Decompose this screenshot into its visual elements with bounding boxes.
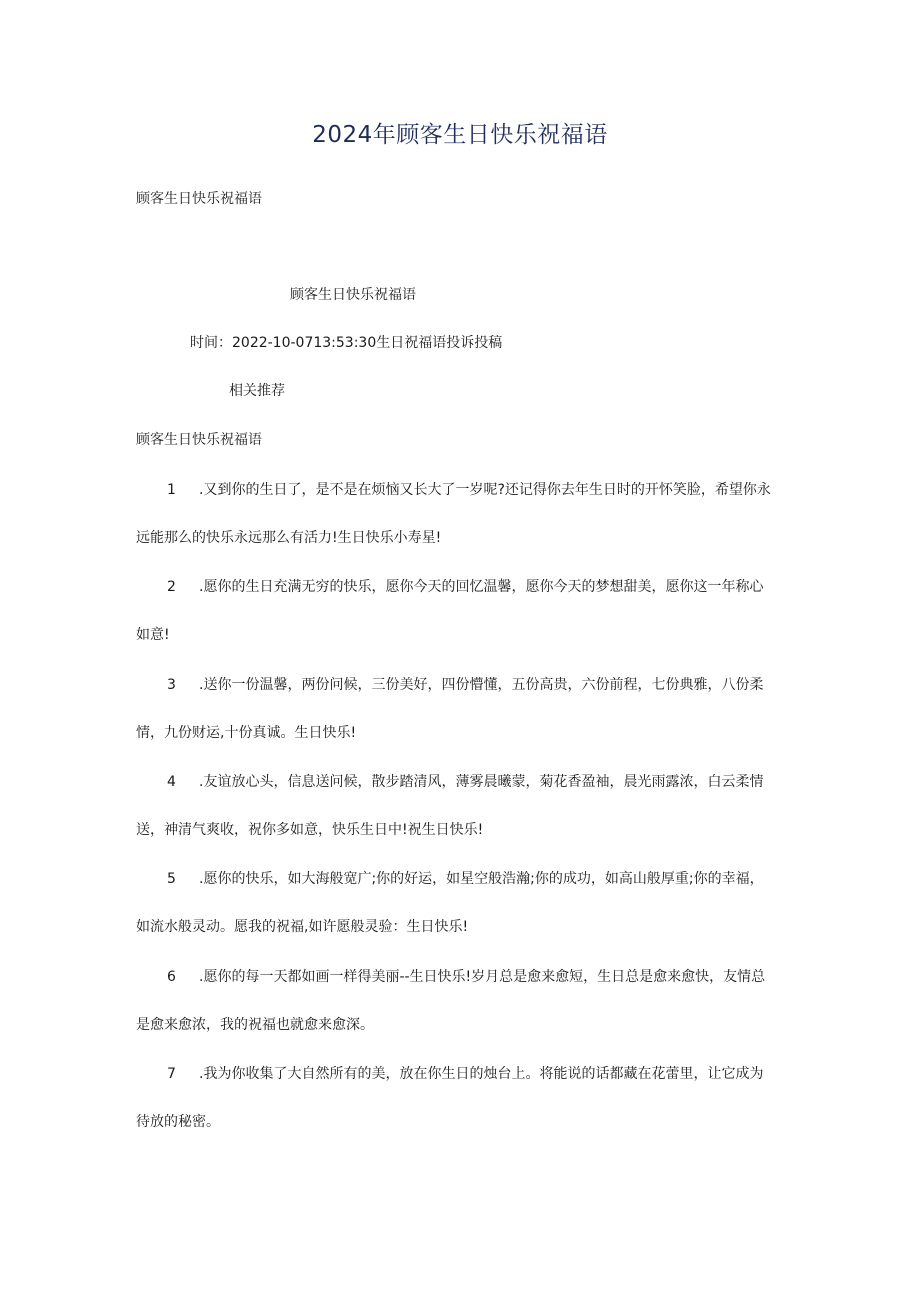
meta-line: 时间：2022-10-0713:53:30生日祝福语投诉投稿 — [190, 335, 503, 351]
item-number: 6 — [167, 969, 176, 985]
list-item-line1 — [167, 967, 765, 987]
related-recommendations: 相关推荐 — [229, 383, 285, 399]
item-number: 2 — [167, 579, 176, 595]
item-text: .我为你收集了大自然所有的美，放在你生日的烛台上。将能说的话都藏在花蕾里，让它成为 — [199, 1066, 764, 1082]
list-item-line2: 如意! — [136, 627, 170, 643]
subtitle: 顾客生日快乐祝福语 — [136, 191, 262, 207]
item-text: .又到你的生日了，是不是在烦恼又长大了一岁呢?还记得你去年生日时的开怀笑脸，希望你永 — [199, 482, 771, 498]
list-item-line1 — [167, 480, 771, 500]
document-title: 2024年顾客生日快乐祝福语 — [312, 122, 608, 148]
item-number: 5 — [167, 871, 176, 887]
list-item-line2: 待放的秘密。 — [136, 1114, 220, 1130]
list-item-line1 — [167, 1064, 763, 1084]
list-item-line1 — [167, 577, 763, 597]
list-item-line2: 情，九份财运,十份真诚。生日快乐! — [136, 725, 357, 741]
item-text: .愿你的每一天都如画一样得美丽--生日快乐!岁月总是愈来愈短，生日总是愈来愈快，友情总 — [199, 969, 766, 985]
list-item-line2: 送，神清气爽收，祝你多如意，快乐生日中!祝生日快乐! — [136, 822, 484, 838]
list-item-line1 — [167, 869, 764, 889]
item-text: .送你一份温馨，两份问候，三份美好，四份懵懂，五份高贵，六份前程，七份典雅，八份柔 — [199, 677, 764, 693]
item-text: .友谊放心头，信息送问候，散步踏清风，薄雾晨曦蒙，菊花香盈袖，晨光雨露浓，白云柔情 — [199, 774, 764, 790]
item-text: .愿你的生日充满无穷的快乐，愿你今天的回忆温馨，愿你今天的梦想甜美，愿你这一年称心 — [199, 579, 764, 595]
list-item-line1 — [167, 772, 763, 792]
list-item-line2: 远能那么的快乐永远那么有活力!生日快乐小寿星! — [136, 530, 442, 546]
item-number: 1 — [167, 482, 176, 498]
item-number: 4 — [167, 774, 176, 790]
inner-heading: 顾客生日快乐祝福语 — [290, 287, 416, 303]
list-item-line2: 如流水般灵动。愿我的祝福,如许愿般灵验：生日快乐! — [136, 919, 469, 935]
item-number: 7 — [167, 1066, 176, 1082]
list-item-line1 — [167, 675, 763, 695]
item-number: 3 — [167, 677, 176, 693]
section-heading: 顾客生日快乐祝福语 — [136, 432, 262, 448]
list-item-line2: 是愈来愈浓，我的祝福也就愈来愈深。 — [136, 1017, 374, 1033]
item-text: .愿你的快乐，如大海般宽广;你的好运，如星空般浩瀚;你的成功，如高山般厚重;你的幸福， — [199, 871, 764, 887]
